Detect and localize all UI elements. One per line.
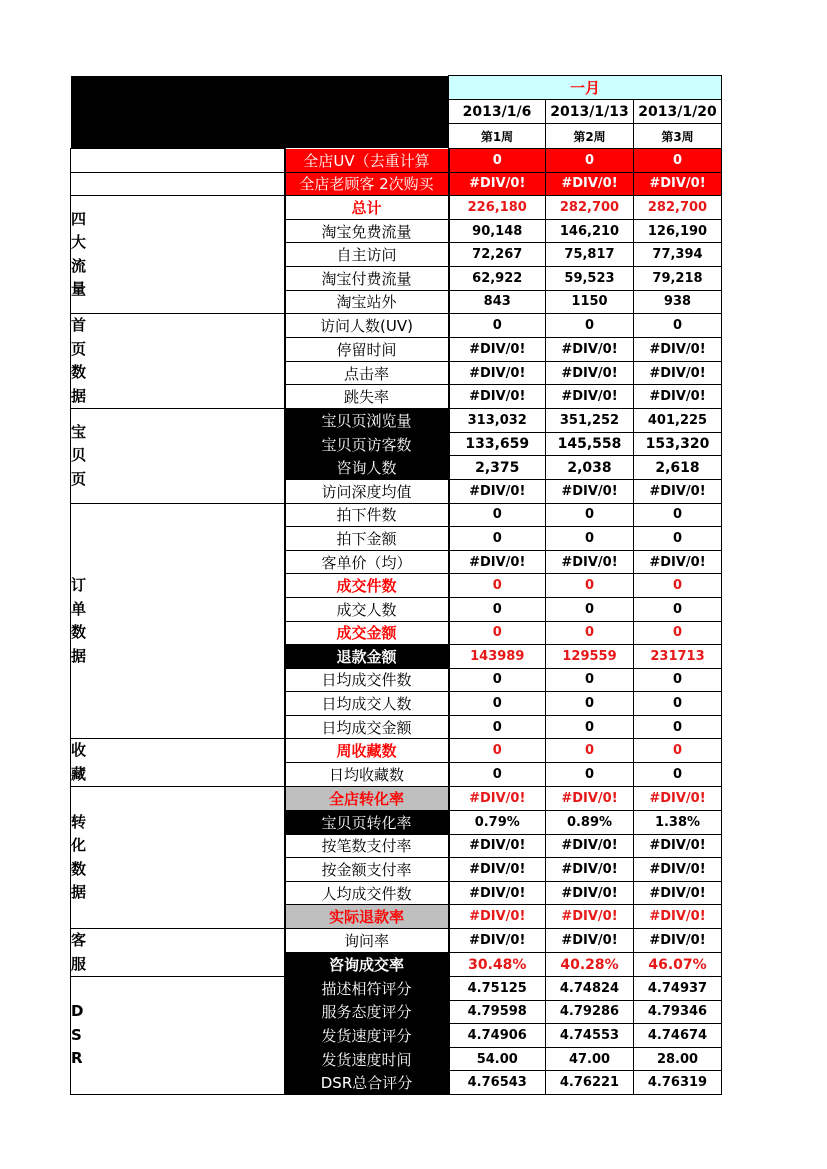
- value-cell: 46.07%: [634, 953, 722, 977]
- value-cell: #DIV/0!: [449, 385, 546, 409]
- value-cell: 0: [546, 574, 634, 598]
- value-cell: 0: [634, 149, 722, 173]
- value-cell: #DIV/0!: [546, 881, 634, 905]
- row-label: 停留时间: [285, 337, 449, 361]
- value-cell: 0: [546, 314, 634, 338]
- value-cell: 0: [546, 668, 634, 692]
- row-label: 按金额支付率: [285, 858, 449, 882]
- row-label: 周收藏数: [285, 739, 449, 763]
- value-cell: 0: [449, 715, 546, 739]
- value-cell: #DIV/0!: [449, 172, 546, 196]
- row-label: 总计: [285, 196, 449, 220]
- category-label: 客 服: [71, 929, 285, 977]
- value-cell: 938: [634, 290, 722, 314]
- value-cell: 90,148: [449, 219, 546, 243]
- value-cell: 1150: [546, 290, 634, 314]
- value-cell: 129559: [546, 645, 634, 669]
- row-label: 成交人数: [285, 597, 449, 621]
- row-label: 淘宝站外: [285, 290, 449, 314]
- row-label: 访问深度均值: [285, 479, 449, 503]
- value-cell: 40.28%: [546, 953, 634, 977]
- month-header: 一月: [449, 76, 722, 100]
- row-label: 日均收藏数: [285, 763, 449, 787]
- value-cell: 843: [449, 290, 546, 314]
- value-cell: 0: [546, 527, 634, 551]
- row-label: 发货速度时间: [285, 1047, 449, 1071]
- value-cell: #DIV/0!: [546, 172, 634, 196]
- value-cell: #DIV/0!: [449, 905, 546, 929]
- date-header: 2013/1/6: [449, 100, 546, 124]
- value-cell: 0: [546, 763, 634, 787]
- value-cell: 4.74824: [546, 977, 634, 1001]
- value-cell: 0: [449, 314, 546, 338]
- value-cell: #DIV/0!: [546, 337, 634, 361]
- value-cell: 4.79346: [634, 1000, 722, 1024]
- value-cell: 126,190: [634, 219, 722, 243]
- week-header: 第1周: [449, 124, 546, 149]
- value-cell: 0: [546, 597, 634, 621]
- value-cell: 28.00: [634, 1047, 722, 1071]
- value-cell: 54.00: [449, 1047, 546, 1071]
- value-cell: 4.79286: [546, 1000, 634, 1024]
- value-cell: 0: [634, 739, 722, 763]
- value-cell: 2,618: [634, 456, 722, 480]
- value-cell: #DIV/0!: [634, 929, 722, 953]
- value-cell: 1.38%: [634, 811, 722, 835]
- value-cell: 153,320: [634, 432, 722, 456]
- row-label: 宝贝页访客数: [285, 432, 449, 456]
- value-cell: 4.74674: [634, 1024, 722, 1048]
- value-cell: #DIV/0!: [634, 787, 722, 811]
- value-cell: 47.00: [546, 1047, 634, 1071]
- value-cell: 72,267: [449, 243, 546, 267]
- row-label: 全店老顾客 2次购买: [285, 172, 449, 196]
- row-label: 咨询人数: [285, 456, 449, 480]
- value-cell: 0: [546, 503, 634, 527]
- value-cell: 0: [449, 574, 546, 598]
- value-cell: #DIV/0!: [634, 858, 722, 882]
- row-label: 发货速度评分: [285, 1024, 449, 1048]
- value-cell: 0: [449, 597, 546, 621]
- value-cell: 351,252: [546, 409, 634, 433]
- value-cell: 401,225: [634, 409, 722, 433]
- value-cell: 0: [449, 668, 546, 692]
- row-label: 日均成交件数: [285, 668, 449, 692]
- row-label: 按笔数支付率: [285, 834, 449, 858]
- row-label: 实际退款率: [285, 905, 449, 929]
- row-label: 客单价（均）: [285, 550, 449, 574]
- value-cell: 0: [546, 715, 634, 739]
- value-cell: #DIV/0!: [634, 172, 722, 196]
- value-cell: 4.75125: [449, 977, 546, 1001]
- value-cell: #DIV/0!: [634, 881, 722, 905]
- date-header: 2013/1/13: [546, 100, 634, 124]
- value-cell: #DIV/0!: [546, 361, 634, 385]
- value-cell: 0: [634, 314, 722, 338]
- category-label: 收 藏: [71, 739, 285, 787]
- value-cell: #DIV/0!: [546, 834, 634, 858]
- value-cell: 0: [449, 763, 546, 787]
- row-label: 询问率: [285, 929, 449, 953]
- row-label: 拍下金额: [285, 527, 449, 551]
- row-label: 咨询成交率: [285, 953, 449, 977]
- value-cell: 77,394: [634, 243, 722, 267]
- value-cell: #DIV/0!: [546, 550, 634, 574]
- value-cell: 0: [546, 149, 634, 173]
- value-cell: 4.76221: [546, 1071, 634, 1095]
- value-cell: #DIV/0!: [634, 834, 722, 858]
- value-cell: 0: [634, 574, 722, 598]
- value-cell: 0: [634, 715, 722, 739]
- value-cell: #DIV/0!: [449, 337, 546, 361]
- value-cell: 145,558: [546, 432, 634, 456]
- value-cell: #DIV/0!: [634, 550, 722, 574]
- value-cell: 2,375: [449, 456, 546, 480]
- value-cell: 143989: [449, 645, 546, 669]
- value-cell: #DIV/0!: [449, 881, 546, 905]
- category-label: 首 页 数 据: [71, 314, 285, 409]
- value-cell: #DIV/0!: [634, 905, 722, 929]
- row-label: 退款金额: [285, 645, 449, 669]
- value-cell: 0: [449, 621, 546, 645]
- spreadsheet-table: [70, 75, 722, 1095]
- value-cell: #DIV/0!: [449, 479, 546, 503]
- row-label: DSR总合评分: [285, 1071, 449, 1095]
- blank-category-cell: [71, 172, 285, 196]
- value-cell: 59,523: [546, 266, 634, 290]
- row-label: 宝贝页转化率: [285, 811, 449, 835]
- category-label: 宝 贝 页: [71, 409, 285, 503]
- value-cell: 0: [634, 668, 722, 692]
- value-cell: 0: [449, 527, 546, 551]
- row-label: 淘宝付费流量: [285, 266, 449, 290]
- value-cell: 226,180: [449, 196, 546, 220]
- value-cell: 0: [546, 621, 634, 645]
- value-cell: 0: [546, 739, 634, 763]
- value-cell: 0.89%: [546, 811, 634, 835]
- value-cell: 0: [634, 763, 722, 787]
- value-cell: 4.74553: [546, 1024, 634, 1048]
- value-cell: 75,817: [546, 243, 634, 267]
- week-header: 第3周: [634, 124, 722, 149]
- row-label: 自主访问: [285, 243, 449, 267]
- category-label: D S R: [71, 977, 285, 1095]
- category-label: 四 大 流 量: [71, 196, 285, 314]
- category-label: 订 单 数 据: [71, 503, 285, 739]
- row-label: 人均成交件数: [285, 881, 449, 905]
- value-cell: 62,922: [449, 266, 546, 290]
- value-cell: 0: [546, 692, 634, 716]
- value-cell: #DIV/0!: [449, 361, 546, 385]
- value-cell: 282,700: [546, 196, 634, 220]
- value-cell: 231713: [634, 645, 722, 669]
- value-cell: 4.76319: [634, 1071, 722, 1095]
- row-label: 全店UV（去重计算: [285, 149, 449, 173]
- value-cell: 0: [449, 503, 546, 527]
- row-label: 拍下件数: [285, 503, 449, 527]
- value-cell: #DIV/0!: [634, 337, 722, 361]
- value-cell: 0: [634, 621, 722, 645]
- value-cell: #DIV/0!: [546, 929, 634, 953]
- header-corner: [71, 76, 449, 149]
- value-cell: 146,210: [546, 219, 634, 243]
- value-cell: #DIV/0!: [546, 858, 634, 882]
- value-cell: #DIV/0!: [449, 787, 546, 811]
- value-cell: 0: [634, 503, 722, 527]
- value-cell: #DIV/0!: [546, 385, 634, 409]
- row-label: 服务态度评分: [285, 1000, 449, 1024]
- row-label: 跳失率: [285, 385, 449, 409]
- value-cell: 4.79598: [449, 1000, 546, 1024]
- row-label: 全店转化率: [285, 787, 449, 811]
- value-cell: 282,700: [634, 196, 722, 220]
- value-cell: 2,038: [546, 456, 634, 480]
- date-header: 2013/1/20: [634, 100, 722, 124]
- value-cell: 79,218: [634, 266, 722, 290]
- value-cell: 30.48%: [449, 953, 546, 977]
- value-cell: 4.74937: [634, 977, 722, 1001]
- value-cell: #DIV/0!: [634, 385, 722, 409]
- blank-category-cell: [71, 149, 285, 173]
- value-cell: #DIV/0!: [546, 787, 634, 811]
- value-cell: 0.79%: [449, 811, 546, 835]
- value-cell: 133,659: [449, 432, 546, 456]
- value-cell: #DIV/0!: [449, 550, 546, 574]
- value-cell: #DIV/0!: [546, 905, 634, 929]
- week-header: 第2周: [546, 124, 634, 149]
- row-label: 描述相符评分: [285, 977, 449, 1001]
- row-label: 访问人数(UV): [285, 314, 449, 338]
- row-label: 成交金额: [285, 621, 449, 645]
- value-cell: 0: [449, 739, 546, 763]
- row-label: 点击率: [285, 361, 449, 385]
- row-label: 日均成交金额: [285, 715, 449, 739]
- row-label: 日均成交人数: [285, 692, 449, 716]
- row-label: 淘宝免费流量: [285, 219, 449, 243]
- row-label: 宝贝页浏览量: [285, 409, 449, 433]
- category-label: 转 化 数 据: [71, 787, 285, 929]
- value-cell: #DIV/0!: [634, 479, 722, 503]
- row-label: 成交件数: [285, 574, 449, 598]
- value-cell: 0: [449, 149, 546, 173]
- value-cell: 4.74906: [449, 1024, 546, 1048]
- value-cell: #DIV/0!: [634, 361, 722, 385]
- value-cell: 4.76543: [449, 1071, 546, 1095]
- value-cell: 0: [449, 692, 546, 716]
- value-cell: 0: [634, 597, 722, 621]
- value-cell: #DIV/0!: [449, 834, 546, 858]
- value-cell: #DIV/0!: [449, 929, 546, 953]
- value-cell: #DIV/0!: [546, 479, 634, 503]
- value-cell: 0: [634, 692, 722, 716]
- value-cell: #DIV/0!: [449, 858, 546, 882]
- value-cell: 0: [634, 527, 722, 551]
- value-cell: 313,032: [449, 409, 546, 433]
